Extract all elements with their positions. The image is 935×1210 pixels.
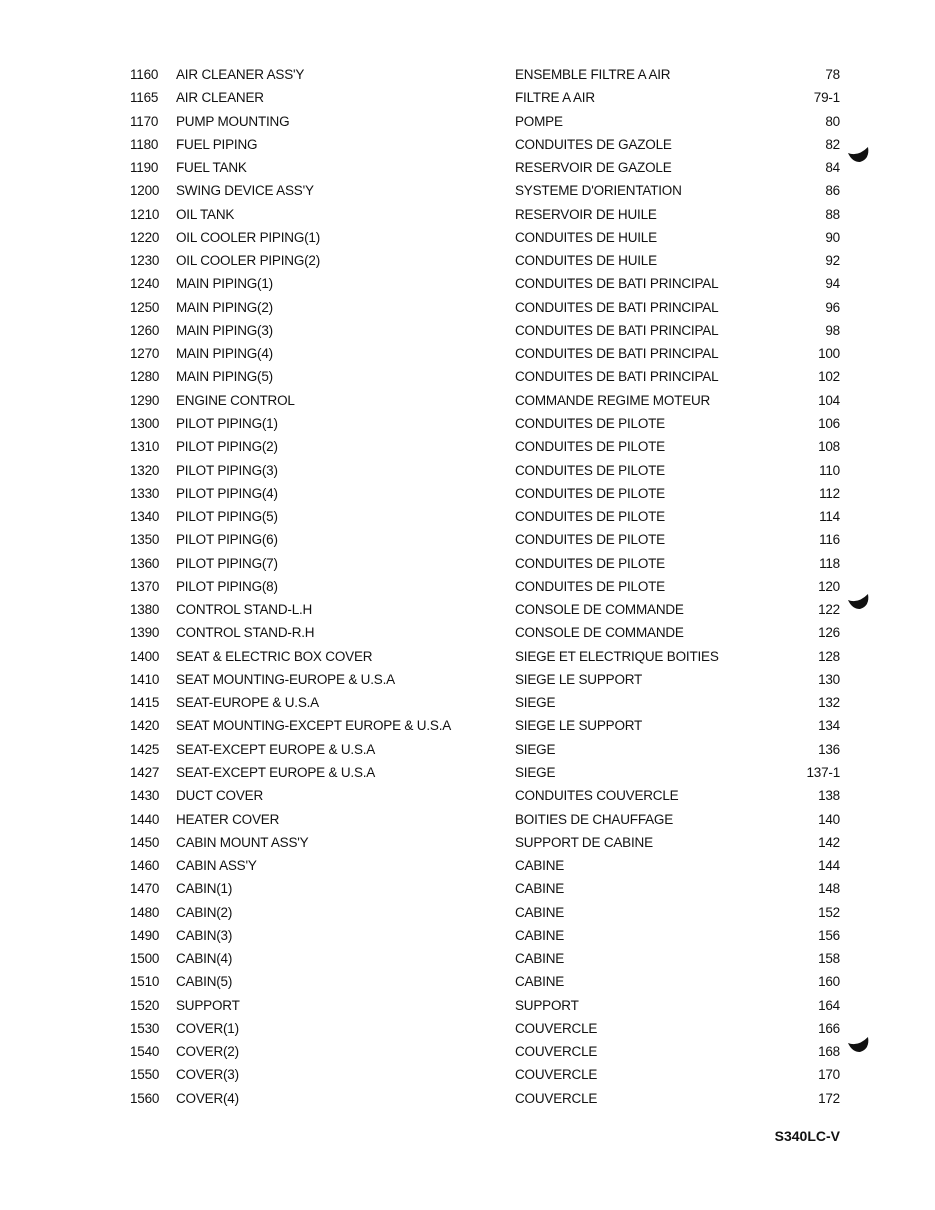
item-code: 1415 [130, 695, 160, 711]
item-french-description: CONDUITES DE PILOTE [515, 532, 665, 548]
index-row [0, 226, 935, 249]
item-description: PILOT PIPING(1) [176, 415, 278, 431]
item-description: CABIN(3) [176, 927, 233, 943]
item-french-description: CABINE [515, 858, 565, 874]
item-page: 137-1 [806, 764, 840, 780]
index-row [0, 1087, 935, 1110]
item-code: 1270 [130, 346, 160, 362]
item-description: PUMP MOUNTING [176, 113, 290, 129]
item-code: 1425 [130, 741, 160, 757]
item-french-description: CABINE [515, 927, 565, 943]
item-page: 92 [825, 253, 840, 269]
item-description: PILOT PIPING(4) [176, 485, 278, 501]
item-description: MAIN PIPING(4) [176, 346, 273, 362]
item-french-description: COMMANDE REGIME MOTEUR [515, 392, 711, 408]
item-code: 1390 [130, 625, 160, 641]
item-description: DUCT COVER [176, 788, 264, 804]
index-row [0, 63, 935, 86]
item-description: MAIN PIPING(5) [176, 369, 273, 385]
item-page: 118 [819, 555, 840, 571]
item-page: 120 [818, 578, 840, 594]
binder-hole-mark [846, 143, 870, 163]
item-page: 170 [818, 1067, 840, 1083]
index-row [0, 714, 935, 737]
item-description: COVER(3) [176, 1067, 239, 1083]
index-row [0, 877, 935, 900]
index-row [0, 365, 935, 388]
item-page: 88 [825, 206, 840, 222]
item-page: 152 [818, 904, 840, 920]
index-row [0, 272, 935, 295]
item-description: CABIN MOUNT ASS'Y [176, 834, 309, 850]
index-row [0, 296, 935, 319]
item-code: 1240 [130, 276, 160, 292]
item-code: 1420 [130, 718, 160, 734]
item-page: 158 [818, 951, 840, 967]
item-french-description: COUVERCLE [515, 1020, 598, 1036]
item-description: SEAT-EUROPE & U.S.A [176, 695, 319, 711]
item-code: 1330 [130, 485, 160, 501]
item-description: CONTROL STAND-R.H [176, 625, 315, 641]
item-french-description: COUVERCLE [515, 1044, 598, 1060]
item-code: 1230 [130, 253, 160, 269]
index-row [0, 528, 935, 551]
item-french-description: CONDUITES DE PILOTE [515, 555, 665, 571]
item-code: 1520 [130, 997, 160, 1013]
item-french-description: RESERVOIR DE GAZOLE [515, 160, 672, 176]
item-page: 102 [818, 369, 840, 385]
item-description: COVER(1) [176, 1020, 239, 1036]
item-french-description: COUVERCLE [515, 1067, 598, 1083]
item-code: 1410 [130, 671, 160, 687]
item-french-description: FILTRE A AIR [515, 90, 595, 106]
binder-hole-mark [846, 1033, 870, 1053]
index-row [0, 319, 935, 342]
item-french-description: SYSTEME D'ORIENTATION [515, 183, 682, 199]
item-page: 126 [818, 625, 840, 641]
item-page: 166 [818, 1020, 840, 1036]
item-code: 1340 [130, 509, 160, 525]
binder-hole-mark [846, 590, 870, 610]
item-page: 142 [818, 834, 840, 850]
item-description: AIR CLEANER [176, 90, 264, 106]
item-description: COVER(2) [176, 1044, 239, 1060]
item-french-description: SIEGE LE SUPPORT [515, 718, 643, 734]
index-row [0, 621, 935, 644]
item-code: 1470 [130, 881, 160, 897]
item-page: 168 [818, 1044, 840, 1060]
item-french-description: CONDUITES DE BATI PRINCIPAL [515, 276, 719, 292]
item-page: 138 [818, 788, 840, 804]
item-description: FUEL PIPING [176, 136, 258, 152]
item-french-description: SIEGE ET ELECTRIQUE BOITIES [515, 648, 719, 664]
index-row [0, 854, 935, 877]
item-french-description: CONDUITES DE PILOTE [515, 578, 665, 594]
item-code: 1380 [130, 602, 160, 618]
item-description: HEATER COVER [176, 811, 280, 827]
item-description: PILOT PIPING(2) [176, 439, 278, 455]
index-row [0, 575, 935, 598]
index-row [0, 203, 935, 226]
item-description: SEAT MOUNTING-EXCEPT EUROPE & U.S.A [176, 718, 452, 734]
item-page: 106 [818, 415, 840, 431]
item-french-description: CONDUITES DE BATI PRINCIPAL [515, 322, 719, 338]
index-row [0, 808, 935, 831]
item-page: 148 [818, 881, 840, 897]
item-description: OIL TANK [176, 206, 235, 222]
index-row [0, 924, 935, 947]
item-french-description: CONDUITES DE BATI PRINCIPAL [515, 369, 719, 385]
item-code: 1480 [130, 904, 160, 920]
item-code: 1400 [130, 648, 160, 664]
item-code: 1290 [130, 392, 160, 408]
item-page: 94 [825, 276, 840, 292]
item-description: MAIN PIPING(1) [176, 276, 273, 292]
index-row [0, 482, 935, 505]
item-page: 164 [818, 997, 840, 1013]
item-code: 1210 [130, 206, 160, 222]
index-table [0, 63, 935, 1110]
index-row [0, 133, 935, 156]
item-description: SEAT & ELECTRIC BOX COVER [176, 648, 373, 664]
item-french-description: CONDUITES DE HUILE [515, 253, 657, 269]
item-code: 1320 [130, 462, 160, 478]
item-french-description: CONDUITES DE PILOTE [515, 439, 665, 455]
index-row [0, 598, 935, 621]
index-row [0, 994, 935, 1017]
item-description: PILOT PIPING(8) [176, 578, 278, 594]
item-code: 1300 [130, 415, 160, 431]
item-french-description: COUVERCLE [515, 1090, 598, 1106]
index-row [0, 738, 935, 761]
item-code: 1560 [130, 1090, 160, 1106]
item-code: 1450 [130, 834, 160, 850]
item-french-description: CONDUITES COUVERCLE [515, 788, 679, 804]
model-footer: S340LC-V [774, 1128, 840, 1144]
item-description: SEAT-EXCEPT EUROPE & U.S.A [176, 764, 376, 780]
item-page: 128 [818, 648, 840, 664]
item-description: MAIN PIPING(2) [176, 299, 273, 315]
item-description: PILOT PIPING(7) [176, 555, 278, 571]
item-french-description: CONDUITES DE PILOTE [515, 485, 665, 501]
index-row [0, 1040, 935, 1063]
item-french-description: CONDUITES DE GAZOLE [515, 136, 672, 152]
index-row [0, 645, 935, 668]
item-page: 100 [818, 346, 840, 362]
item-page: 132 [818, 695, 840, 711]
item-code: 1190 [130, 160, 159, 176]
item-description: CABIN(2) [176, 904, 233, 920]
item-french-description: SIEGE LE SUPPORT [515, 671, 643, 687]
item-code: 1170 [130, 113, 159, 129]
item-page: 140 [818, 811, 840, 827]
item-code: 1530 [130, 1020, 160, 1036]
item-french-description: CONDUITES DE BATI PRINCIPAL [515, 346, 719, 362]
item-code: 1160 [130, 67, 159, 82]
item-description: COVER(4) [176, 1090, 239, 1106]
item-description: OIL COOLER PIPING(1) [176, 229, 321, 245]
item-description: CABIN ASS'Y [176, 858, 257, 874]
item-french-description: CONDUITES DE HUILE [515, 229, 657, 245]
index-row [0, 947, 935, 970]
item-page: 90 [825, 229, 840, 245]
index-row [0, 459, 935, 482]
item-page: 110 [819, 462, 840, 478]
index-row [0, 412, 935, 435]
index-row [0, 389, 935, 412]
index-row [0, 249, 935, 272]
item-page: 82 [825, 136, 840, 152]
item-page: 80 [825, 113, 840, 129]
item-french-description: CONDUITES DE PILOTE [515, 509, 665, 525]
item-french-description: CABINE [515, 974, 565, 990]
item-code: 1550 [130, 1067, 160, 1083]
item-description: ENGINE CONTROL [176, 392, 295, 408]
item-french-description: CABINE [515, 881, 565, 897]
item-description: PILOT PIPING(3) [176, 462, 278, 478]
item-french-description: CONDUITES DE PILOTE [515, 462, 665, 478]
item-code: 1260 [130, 322, 160, 338]
item-code: 1250 [130, 299, 160, 315]
item-code: 1460 [130, 858, 160, 874]
item-page: 98 [825, 322, 840, 338]
item-french-description: SIEGE [515, 764, 556, 780]
index-row [0, 552, 935, 575]
item-code: 1220 [130, 229, 160, 245]
index-row [0, 505, 935, 528]
item-french-description: CONSOLE DE COMMANDE [515, 625, 684, 641]
item-description: SEAT MOUNTING-EUROPE & U.S.A [176, 671, 395, 687]
item-page: 160 [818, 974, 840, 990]
item-description: SUPPORT [176, 997, 240, 1013]
item-french-description: SUPPORT [515, 997, 579, 1013]
item-code: 1540 [130, 1044, 160, 1060]
item-french-description: CONDUITES DE BATI PRINCIPAL [515, 299, 719, 315]
item-code: 1370 [130, 578, 160, 594]
item-page: 104 [818, 392, 840, 408]
item-page: 78 [825, 67, 840, 82]
item-description: MAIN PIPING(3) [176, 322, 273, 338]
item-description: OIL COOLER PIPING(2) [176, 253, 321, 269]
item-page: 79-1 [813, 90, 840, 106]
item-description: AIR CLEANER ASS'Y [176, 67, 305, 82]
index-row [0, 691, 935, 714]
item-page: 136 [818, 741, 840, 757]
item-code: 1427 [130, 764, 160, 780]
item-description: PILOT PIPING(5) [176, 509, 278, 525]
item-page: 116 [819, 532, 840, 548]
item-code: 1440 [130, 811, 160, 827]
item-french-description: SIEGE [515, 741, 556, 757]
item-page: 86 [825, 183, 840, 199]
item-page: 96 [825, 299, 840, 315]
item-description: CABIN(1) [176, 881, 233, 897]
item-french-description: SUPPORT DE CABINE [515, 834, 653, 850]
index-row [0, 831, 935, 854]
item-code: 1280 [130, 369, 160, 385]
item-page: 144 [818, 858, 840, 874]
item-french-description: RESERVOIR DE HUILE [515, 206, 657, 222]
item-french-description: ENSEMBLE FILTRE A AIR [515, 67, 671, 82]
item-page: 130 [818, 671, 840, 687]
item-code: 1360 [130, 555, 160, 571]
item-french-description: CONSOLE DE COMMANDE [515, 602, 684, 618]
index-row [0, 342, 935, 365]
index-row [0, 970, 935, 993]
item-code: 1310 [130, 439, 160, 455]
item-code: 1165 [130, 90, 159, 106]
item-french-description: POMPE [515, 113, 563, 129]
index-row [0, 1017, 935, 1040]
item-code: 1180 [130, 136, 159, 152]
item-description: CABIN(4) [176, 951, 233, 967]
item-code: 1500 [130, 951, 160, 967]
item-code: 1510 [130, 974, 160, 990]
item-description: PILOT PIPING(6) [176, 532, 278, 548]
index-row [0, 784, 935, 807]
item-page: 112 [819, 485, 840, 501]
item-description: CONTROL STAND-L.H [176, 602, 313, 618]
index-row [0, 156, 935, 179]
item-description: SEAT-EXCEPT EUROPE & U.S.A [176, 741, 376, 757]
item-description: SWING DEVICE ASS'Y [176, 183, 314, 199]
item-french-description: CABINE [515, 904, 565, 920]
item-page: 134 [818, 718, 840, 734]
index-row [0, 86, 935, 109]
item-page: 108 [818, 439, 840, 455]
index-row [0, 179, 935, 202]
item-page: 172 [818, 1090, 840, 1106]
index-row [0, 1063, 935, 1086]
item-page: 122 [818, 602, 840, 618]
item-page: 156 [818, 927, 840, 943]
item-page: 84 [825, 160, 840, 176]
item-code: 1490 [130, 927, 160, 943]
item-description: CABIN(5) [176, 974, 233, 990]
item-description: FUEL TANK [176, 160, 247, 176]
index-row [0, 668, 935, 691]
item-french-description: CABINE [515, 951, 565, 967]
item-code: 1350 [130, 532, 160, 548]
item-french-description: CONDUITES DE PILOTE [515, 415, 665, 431]
item-page: 114 [819, 509, 840, 525]
index-row [0, 110, 935, 133]
index-row [0, 435, 935, 458]
item-code: 1430 [130, 788, 160, 804]
item-code: 1200 [130, 183, 160, 199]
item-french-description: BOITIES DE CHAUFFAGE [515, 811, 674, 827]
item-french-description: SIEGE [515, 695, 556, 711]
index-row [0, 761, 935, 784]
index-row [0, 901, 935, 924]
